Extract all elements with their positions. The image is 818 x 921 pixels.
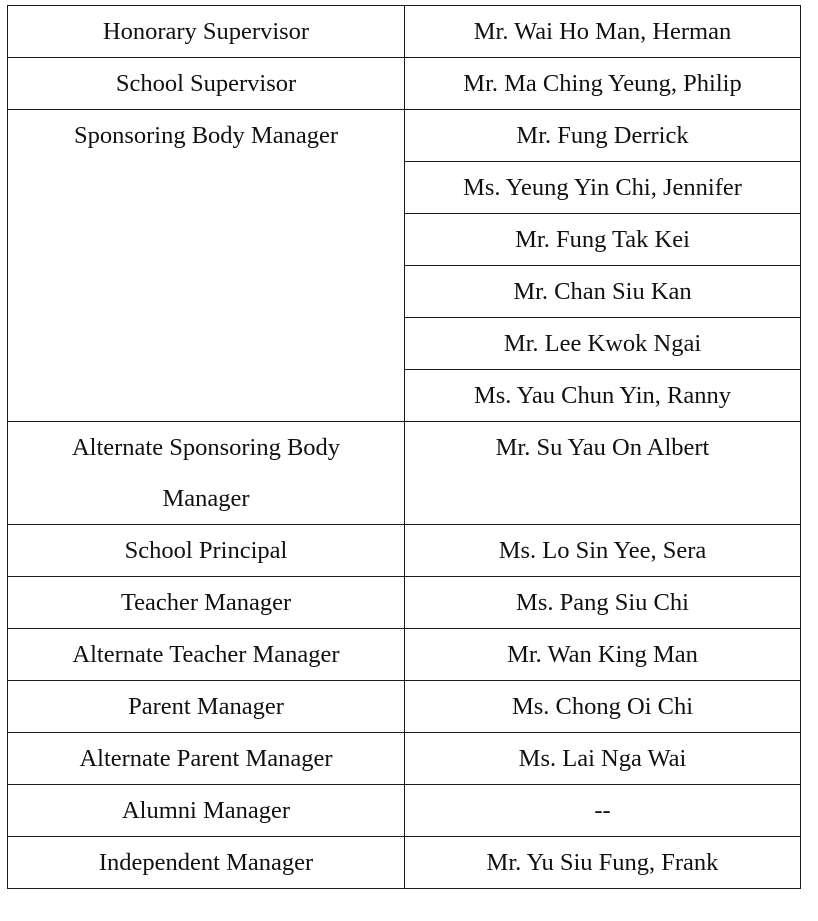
member-name: Mr. Fung Derrick	[516, 122, 689, 149]
role-label: Teacher Manager	[120, 589, 292, 616]
school-management-committee-table	[7, 5, 801, 889]
member-name: Ms. Pang Siu Chi	[516, 589, 689, 616]
name-cell	[405, 577, 801, 629]
member-name: Mr. Ma Ching Yeung, Philip	[463, 70, 742, 97]
name-cell	[405, 629, 801, 681]
table-row	[8, 525, 801, 577]
role-label: Sponsoring Body Manager	[73, 122, 339, 149]
table-row	[8, 629, 801, 681]
role-label: Parent Manager	[128, 693, 284, 720]
role-cell	[8, 422, 405, 525]
role-cell	[8, 733, 405, 785]
member-name: Mr. Yu Siu Fung, Frank	[486, 849, 719, 876]
member-name: Mr. Fung Tak Kei	[515, 226, 690, 253]
member-name: Ms. Lo Sin Yee, Sera	[498, 537, 707, 564]
table-row	[8, 785, 801, 837]
name-cell	[405, 162, 801, 214]
member-name: Mr. Lee Kwok Ngai	[503, 330, 702, 357]
member-name: Ms. Yau Chun Yin, Ranny	[473, 382, 732, 409]
name-cell	[405, 370, 801, 422]
name-cell	[405, 525, 801, 577]
role-label-line: Manager	[162, 485, 250, 512]
role-cell	[8, 110, 405, 422]
role-cell	[8, 525, 405, 577]
role-cell	[8, 837, 405, 889]
role-cell	[8, 629, 405, 681]
member-name: --	[594, 797, 611, 824]
role-cell	[8, 681, 405, 733]
name-cell	[405, 6, 801, 58]
role-label: School Supervisor	[115, 70, 297, 97]
role-cell	[8, 577, 405, 629]
role-label: Independent Manager	[98, 849, 314, 876]
role-label: Alternate Teacher Manager	[72, 641, 340, 668]
member-name: Mr. Wan King Man	[507, 641, 698, 668]
role-label: Alternate Parent Manager	[79, 745, 333, 772]
name-cell	[405, 837, 801, 889]
role-label: Honorary Supervisor	[102, 18, 310, 45]
table-row	[8, 422, 801, 525]
name-cell	[405, 214, 801, 266]
member-name: Ms. Chong Oi Chi	[511, 693, 694, 720]
name-cell	[405, 785, 801, 837]
table-row	[8, 58, 801, 110]
table-row	[8, 837, 801, 889]
role-label: School Principal	[124, 537, 288, 564]
table-row	[8, 733, 801, 785]
name-cell	[405, 422, 801, 525]
table-row	[8, 577, 801, 629]
table-row	[8, 6, 801, 58]
name-cell	[405, 110, 801, 162]
member-name: Mr. Chan Siu Kan	[513, 278, 692, 305]
name-cell	[405, 733, 801, 785]
table-row	[8, 681, 801, 733]
member-name: Mr. Su Yau On Albert	[495, 434, 710, 461]
table-row	[8, 110, 801, 162]
role-cell	[8, 58, 405, 110]
name-cell	[405, 681, 801, 733]
role-label: Alumni Manager	[121, 797, 291, 824]
member-name: Mr. Wai Ho Man, Herman	[473, 18, 732, 45]
role-cell	[8, 785, 405, 837]
member-name: Ms. Lai Nga Wai	[518, 745, 687, 772]
name-cell	[405, 266, 801, 318]
role-label-line: Alternate Sponsoring Body	[71, 434, 341, 461]
role-cell	[8, 6, 405, 58]
name-cell	[405, 318, 801, 370]
member-name: Ms. Yeung Yin Chi, Jennifer	[463, 174, 742, 201]
name-cell	[405, 58, 801, 110]
